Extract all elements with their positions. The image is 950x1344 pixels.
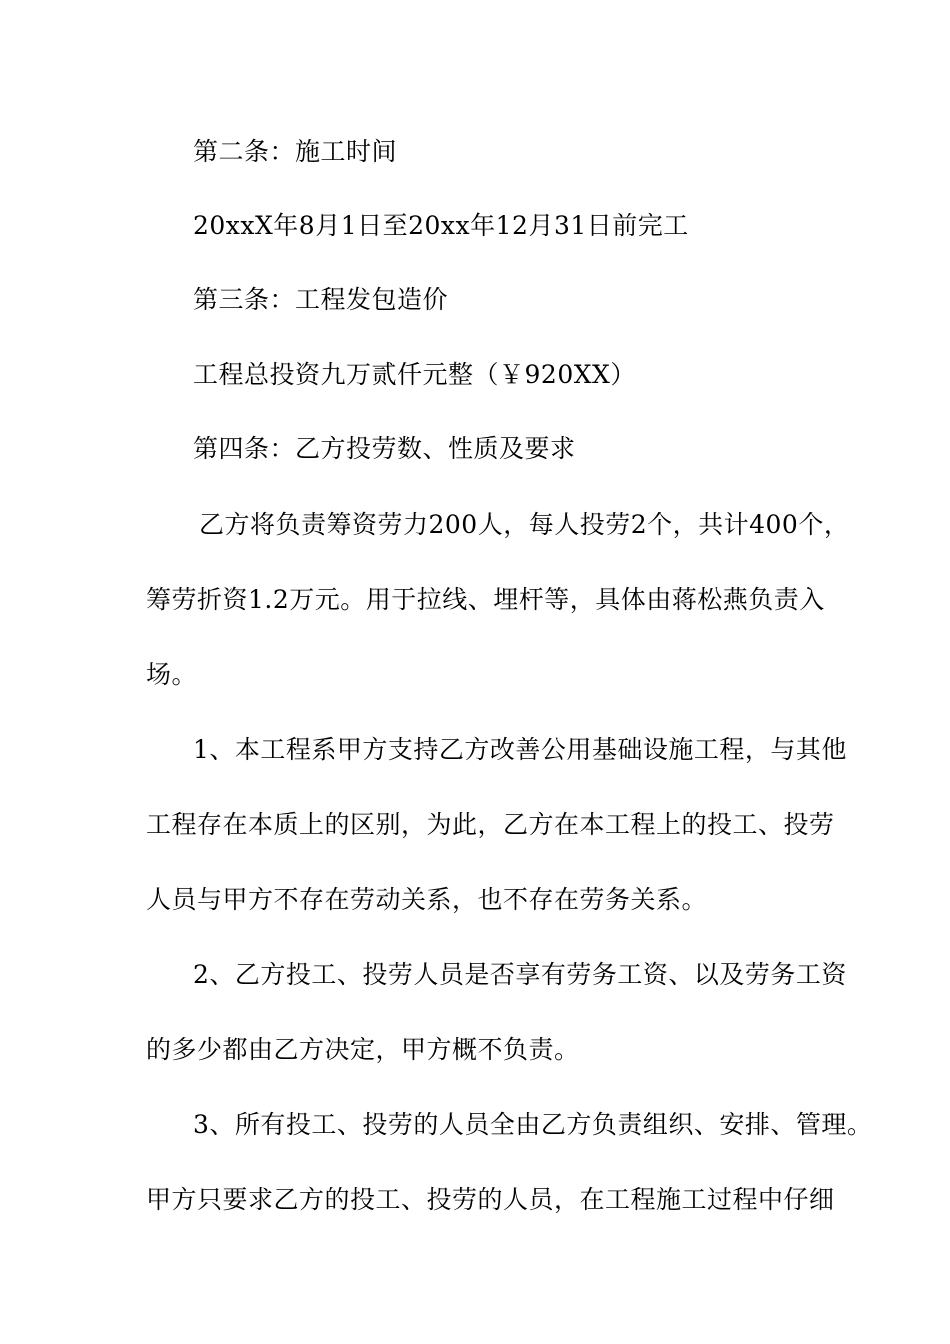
paragraph-line: 人员与甲方不存在劳动关系，也不存在劳务关系。 [146, 885, 708, 914]
paragraph-line: 工程存在本质上的区别，为此，乙方在本工程上的投工、投劳 [146, 810, 835, 839]
paragraph-line: 筹劳折资1.2万元。用于拉线、埋杆等，具体由蒋松燕负责入 [146, 585, 825, 614]
paragraph-line: 3、所有投工、投劳的人员全由乙方负责组织、安排、管理。 [193, 1110, 873, 1139]
heading-article-4: 第四条：乙方投劳数、性质及要求 [193, 434, 576, 463]
heading-article-2: 第二条：施工时间 [193, 137, 398, 166]
paragraph-line: 1、本工程系甲方支持乙方改善公用基础设施工程，与其他 [193, 735, 847, 764]
paragraph-line: 甲方只要求乙方的投工、投劳的人员，在工程施工过程中仔细 [146, 1185, 835, 1214]
paragraph-line: 20xxX年8月1日至20xx年12月31日前完工 [193, 211, 689, 240]
paragraph-line: 2、乙方投工、投劳人员是否享有劳务工资、以及劳务工资 [193, 960, 847, 989]
paragraph-line: 工程总投资九万贰仟元整（￥920XX） [193, 360, 636, 389]
paragraph-line: 的多少都由乙方决定，甲方概不负责。 [146, 1035, 580, 1064]
heading-article-3: 第三条：工程发包造价 [193, 285, 449, 314]
paragraph-line: 场。 [146, 660, 198, 689]
paragraph-line: 乙方将负责筹资劳力200人，每人投劳2个，共计400个， [199, 510, 850, 539]
